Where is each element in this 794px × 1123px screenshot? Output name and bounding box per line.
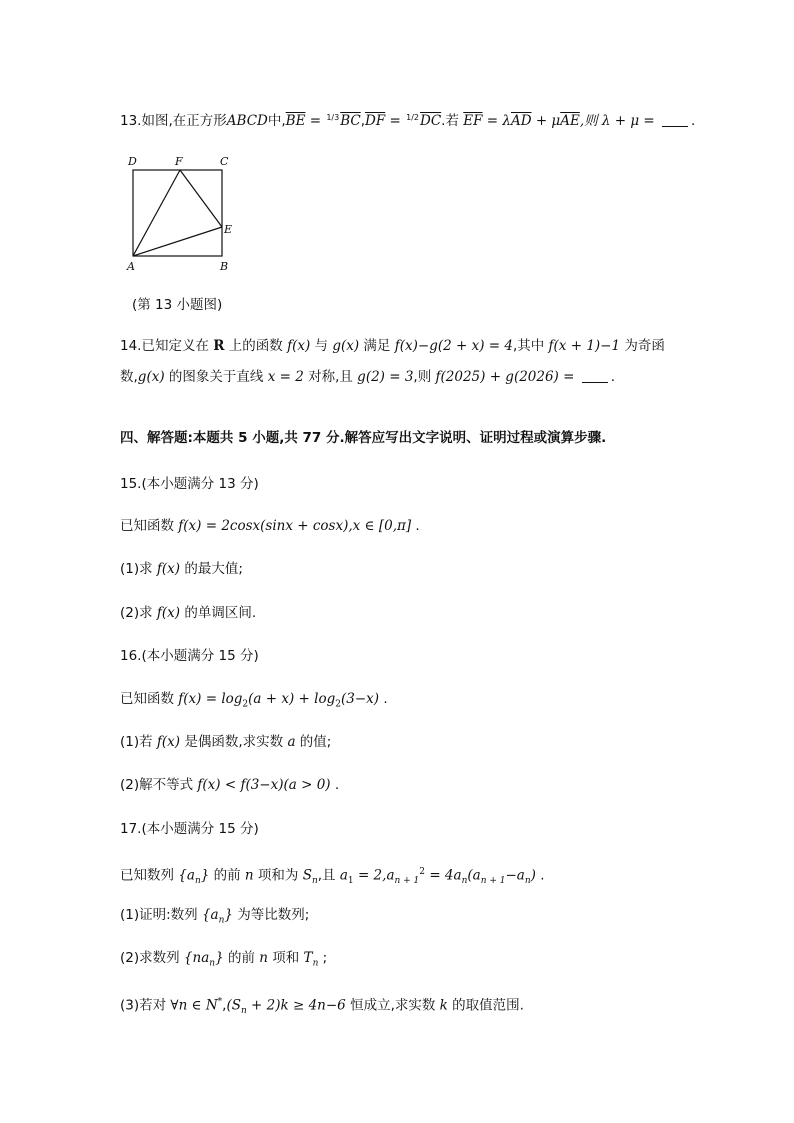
q17-part3: (3)若对 ∀n ∈ $N^*,(S_n + 2)k \ge 4n-6$ 恒成立,求实数 k 的取值范围.: [120, 997, 524, 1017]
q15-part2: (2)求 f(x) 的单调区间.: [120, 605, 257, 621]
figure-caption: (第 13 小题图): [132, 297, 223, 313]
q13-line: 13.如图,在正方形ABCD中$,\overline{BE} = 1/3\overline{BC},\overline{DF} = 1/2\overline{DC}$.若 $\overline{EF} = \lambda\overline{AD} + \mu\overline{AE}$,则 λ + μ = .: [120, 108, 695, 131]
q17-part1: (1)证明:数列 $\{a_n\}$ 为等比数列;: [120, 907, 310, 926]
label-e: E: [224, 223, 233, 236]
q15-heading: 15.(本小题满分 13 分): [120, 476, 259, 492]
vector-be: $\overline{BE}$: [285, 113, 306, 129]
fraction-one-half: 1/2: [406, 113, 420, 122]
vector-df: $\overline{DF}$: [365, 113, 386, 129]
q15-stem: 已知函数 f(x) = 2cosx(sinx + cosx),x ∈ [0,π] .: [120, 518, 420, 534]
vector-ad: $\overline{AD}$: [510, 113, 532, 129]
answer-blank: [662, 112, 688, 127]
label-a: A: [127, 260, 135, 273]
q14-line1: 14.已知定义在 R 上的函数 f(x) 与 g(x) 满足 f(x)−g(2 + x) = 4,其中 f(x + 1)−1 为奇函: [120, 338, 665, 354]
label-b: B: [220, 260, 229, 273]
q16-part2: (2)解不等式 f(x) < f(3−x)(a > 0) .: [120, 777, 340, 793]
vector-dc: $\overline{DC}$: [420, 113, 442, 129]
label-d: D: [128, 155, 137, 168]
section-4-heading: 四、解答题:本题共 5 小题,共 77 分.解答应写出文字说明、证明过程或演算步骤.: [120, 430, 607, 446]
answer-blank: [582, 368, 608, 383]
q16-heading: 16.(本小题满分 15 分): [120, 648, 259, 664]
segment-fe: [180, 170, 222, 227]
fraction-one-third: 1/3: [326, 113, 340, 122]
vector-ae: $\overline{AE}$: [560, 113, 580, 129]
vector-ef: $\overline{EF}$: [463, 113, 483, 129]
q17-heading: 17.(本小题满分 15 分): [120, 821, 259, 837]
square-abcd: [133, 170, 222, 256]
q15-part1: (1)求 f(x) 的最大值;: [120, 561, 243, 577]
q16-part1: (1)若 f(x) 是偶函数,求实数 a 的值;: [120, 734, 332, 750]
square-figure: [124, 150, 244, 275]
q17-stem: 已知数列 $\{a_n\}$ 的前 n 项和为 $S_n$,且 $a_1 = 2,a_{n + 1}^2 = 4a_n(a_{n + 1}-a_n)$ .: [120, 867, 545, 887]
q17-part2: (2)求数列 $\{na_n\}$ 的前 n 项和 $T_n$ ;: [120, 950, 328, 969]
q13-number: 13.: [120, 113, 142, 129]
label-f: F: [175, 155, 183, 168]
vector-bc: $\overline{BC}$: [340, 113, 361, 129]
q14-line2: 数,g(x) 的图象关于直线 x = 2 对称,且 g(2) = 3,则 f(2025) + g(2026) = .: [120, 369, 616, 385]
q16-stem: 已知函数 $f(x) = \log_2(a + x) + \log_2(3-x)$ .: [120, 691, 388, 710]
label-c: C: [220, 155, 229, 168]
